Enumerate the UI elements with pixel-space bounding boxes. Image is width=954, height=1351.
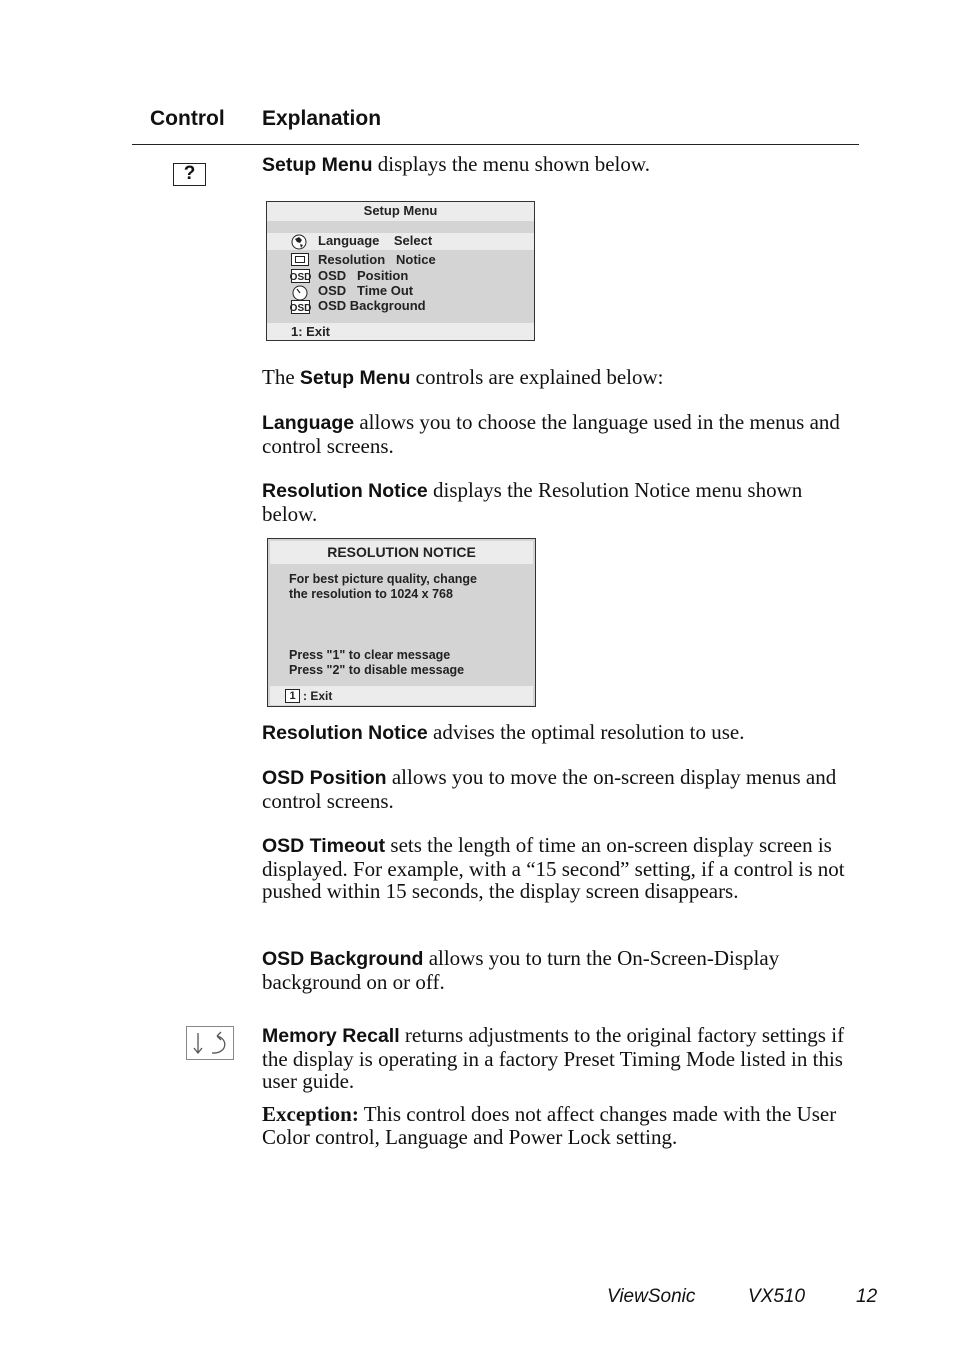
text: allows you to move the on-screen display menus and control screens. xyxy=(262,765,837,813)
svg-text:OSD: OSD xyxy=(289,303,312,314)
globe-icon xyxy=(291,234,307,250)
term: Resolution Notice xyxy=(262,722,428,744)
term: Memory Recall xyxy=(262,1025,400,1047)
term: OSD Background xyxy=(262,948,424,970)
column-header-explanation: Explanation xyxy=(262,107,382,130)
setup-menu-controls-intro xyxy=(262,366,847,390)
text: controls are explained below: xyxy=(410,365,664,389)
menu-item-resolution-notice: Resolution Notice xyxy=(318,252,436,267)
text: advises the optimal resolution to use. xyxy=(427,720,745,744)
text: allows you to choose the language used in the menus and control screens. xyxy=(262,410,840,458)
setup-menu-title: Setup Menu xyxy=(363,203,438,218)
column-header-control: Control xyxy=(150,107,225,130)
key-1-icon: 1 xyxy=(285,689,300,703)
header-rule xyxy=(132,144,859,145)
clock-icon xyxy=(292,285,308,301)
message-line: the resolution to 1024 x 768 xyxy=(289,587,453,601)
recall-arrows-icon xyxy=(187,1027,233,1059)
exit-hint: : Exit xyxy=(303,689,333,703)
memory-recall-description xyxy=(262,1024,847,1093)
resolution-notice-description xyxy=(262,479,847,525)
memory-recall-icon xyxy=(186,1026,234,1060)
osd-position-description xyxy=(262,766,847,812)
message-line: For best picture quality, change xyxy=(289,572,477,586)
resolution-notice-screenshot xyxy=(267,538,536,707)
footer-model: VX510 xyxy=(748,1286,806,1307)
text: displays the menu shown below. xyxy=(372,152,650,176)
svg-text:OSD: OSD xyxy=(289,272,312,283)
text: sets the length of time an on-screen display screen is displayed. For example, with a “15 second” setting, if a control is not pushed within 15 seconds, the display screen disappears. xyxy=(262,833,845,903)
menu-item-osd-timeout: OSD Time Out xyxy=(318,283,414,298)
language-description xyxy=(262,411,847,457)
resolution-notice-advice xyxy=(262,721,847,745)
page-number: 12 xyxy=(856,1286,878,1307)
menu-item-language: Language Select xyxy=(318,233,433,248)
osd-background-description xyxy=(262,947,847,993)
term: Exception: xyxy=(262,1102,359,1126)
text: displays the Resolution Notice menu shown below. xyxy=(262,478,803,526)
setup-menu-icon: ? xyxy=(173,163,206,186)
text: allows you to turn the On-Screen-Display background on or off. xyxy=(262,946,780,994)
exception-note xyxy=(262,1103,847,1148)
osd-icon xyxy=(291,269,310,283)
term: Setup Menu xyxy=(299,367,411,389)
term: Resolution Notice xyxy=(262,480,428,502)
menu-item-osd-position: OSD Position xyxy=(318,268,409,283)
exit-hint: 1: Exit xyxy=(291,324,331,339)
text: The xyxy=(262,365,300,389)
term: Language xyxy=(262,412,355,434)
term: Setup Menu xyxy=(262,154,373,176)
text: returns adjustments to the original factory settings if the display is operating in a factory Preset Timing Mode listed in this user guide. xyxy=(262,1023,845,1093)
menu-item-osd-background: OSD Background xyxy=(318,298,426,313)
resolution-notice-title: RESOLUTION NOTICE xyxy=(327,544,476,560)
monitor-icon xyxy=(291,253,309,266)
footer-brand: ViewSonic xyxy=(607,1286,696,1307)
term: OSD Position xyxy=(262,767,387,789)
text: This control does not affect changes made with the User Color control, Language and Power Lock setting. xyxy=(262,1102,837,1149)
message-line: Press "2" to disable message xyxy=(289,663,465,677)
setup-menu-screenshot xyxy=(266,201,535,341)
osd-icon xyxy=(291,300,310,314)
message-line: Press "1" to clear message xyxy=(289,648,451,662)
setup-menu-intro xyxy=(262,153,847,177)
term: OSD Timeout xyxy=(262,835,386,857)
osd-timeout-description xyxy=(262,834,847,903)
